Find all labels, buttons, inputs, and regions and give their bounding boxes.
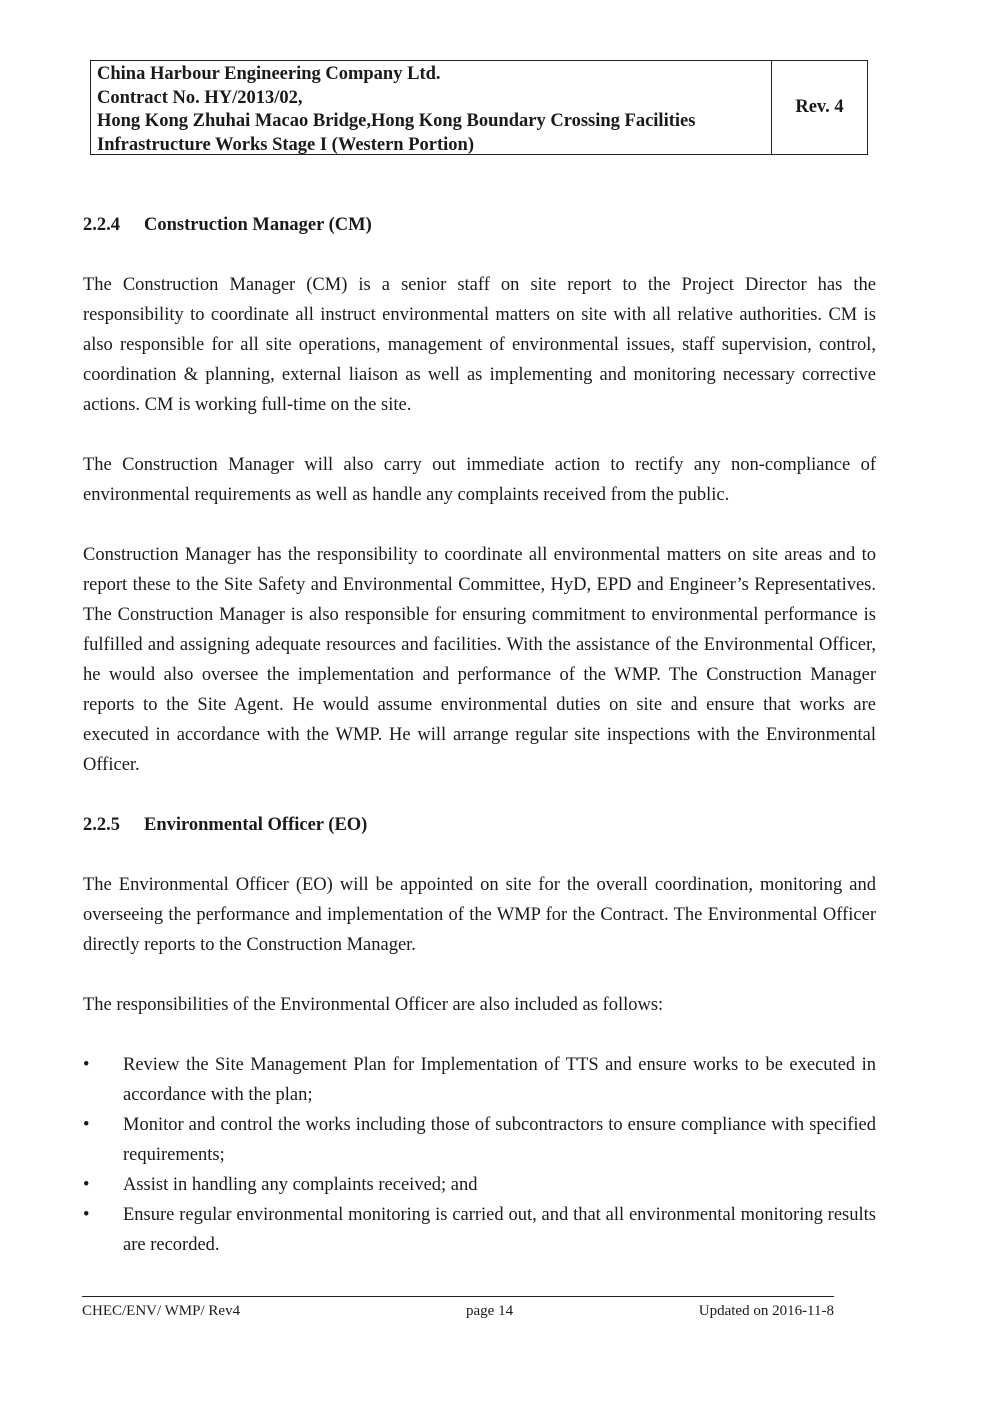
- bullet-icon: •: [83, 1205, 90, 1225]
- section-title: Environmental Officer (EO): [144, 815, 368, 835]
- header-project: Hong Kong Zhuhai Macao Bridge,Hong Kong Boundary Crossing Facilities: [97, 111, 696, 131]
- list-item: [83, 1200, 876, 1260]
- header-title-block: [91, 61, 772, 154]
- footer-page-number: page 14: [466, 1303, 514, 1319]
- section-heading-2-2-4: [83, 210, 876, 240]
- paragraph: The Construction Manager will also carry out immediate action to rectify any non-compliance of environmental requirements as well as handle any complaints received from the public.: [83, 455, 876, 505]
- footer-divider: [82, 1296, 834, 1297]
- section-number: 2.2.4: [83, 215, 120, 235]
- section-number: 2.2.5: [83, 815, 120, 835]
- list-item: [83, 1110, 876, 1170]
- paragraph: The Environmental Officer (EO) will be appointed on site for the overall coordination, monitoring and overseeing the performance and implementation of the WMP for the Contract. The Environmental Officer directly reports to the Construction Manager.: [83, 875, 876, 955]
- list-item-text: Monitor and control the works including those of subcontractors to ensure compliance with specified requirements;: [123, 1115, 876, 1165]
- bullet-icon: •: [83, 1115, 90, 1135]
- section-title: Construction Manager (CM): [144, 215, 372, 235]
- list-item: [83, 1050, 876, 1110]
- header-contract-no: Contract No. HY/2013/02,: [97, 87, 303, 108]
- list-item-text: Review the Site Management Plan for Implementation of TTS and ensure works to be executed in accordance with the plan;: [123, 1055, 876, 1105]
- paragraph: Construction Manager has the responsibility to coordinate all environmental matters on site areas and to report these to the Site Safety and Environmental Committee, HyD, EPD and Engineer’s Representatives. The Construction Manager is also responsible for ensuring commitment to environmental performance is fulfilled and assigning adequate resources and facilities. With the assistance of the Environmental Officer, he would also oversee the implementation and performance of the WMP. The Construction Manager reports to the Site Agent. He would assume environmental duties on site and ensure that works are executed in accordance with the WMP. He will arrange regular site inspections with the Environmental Officer.: [83, 545, 876, 775]
- responsibilities-list: [83, 1050, 876, 1260]
- paragraph: The Construction Manager (CM) is a senior staff on site report to the Project Director has the responsibility to coordinate all instruct environmental matters on site with all relative authorities. CM is also responsible for all site operations, management of environmental issues, staff supervision, control, coordination & planning, external liaison as well as implementing and monitoring necessary corrective actions. CM is working full-time on the site.: [83, 275, 876, 415]
- header-works-stage: Infrastructure Works Stage I (Western Portion): [97, 134, 474, 155]
- page-body: [83, 210, 876, 1260]
- list-item-text: Ensure regular environmental monitoring is carried out, and that all environmental monitoring results are recorded.: [123, 1205, 876, 1255]
- paragraph: The responsibilities of the Environmental Officer are also included as follows:: [83, 995, 664, 1015]
- document-header: [90, 60, 868, 155]
- list-item: [83, 1170, 876, 1200]
- footer-updated-date: Updated on 2016-11-8: [698, 1303, 834, 1319]
- list-item-text: Assist in handling any complaints received; and: [123, 1175, 478, 1195]
- section-heading-2-2-5: [83, 810, 876, 840]
- footer-doc-ref: CHEC/ENV/ WMP/ Rev4: [82, 1303, 241, 1319]
- header-revision: Rev. 4: [795, 97, 844, 117]
- header-company: China Harbour Engineering Company Ltd.: [97, 64, 441, 84]
- bullet-icon: •: [83, 1055, 90, 1075]
- bullet-icon: •: [83, 1175, 90, 1195]
